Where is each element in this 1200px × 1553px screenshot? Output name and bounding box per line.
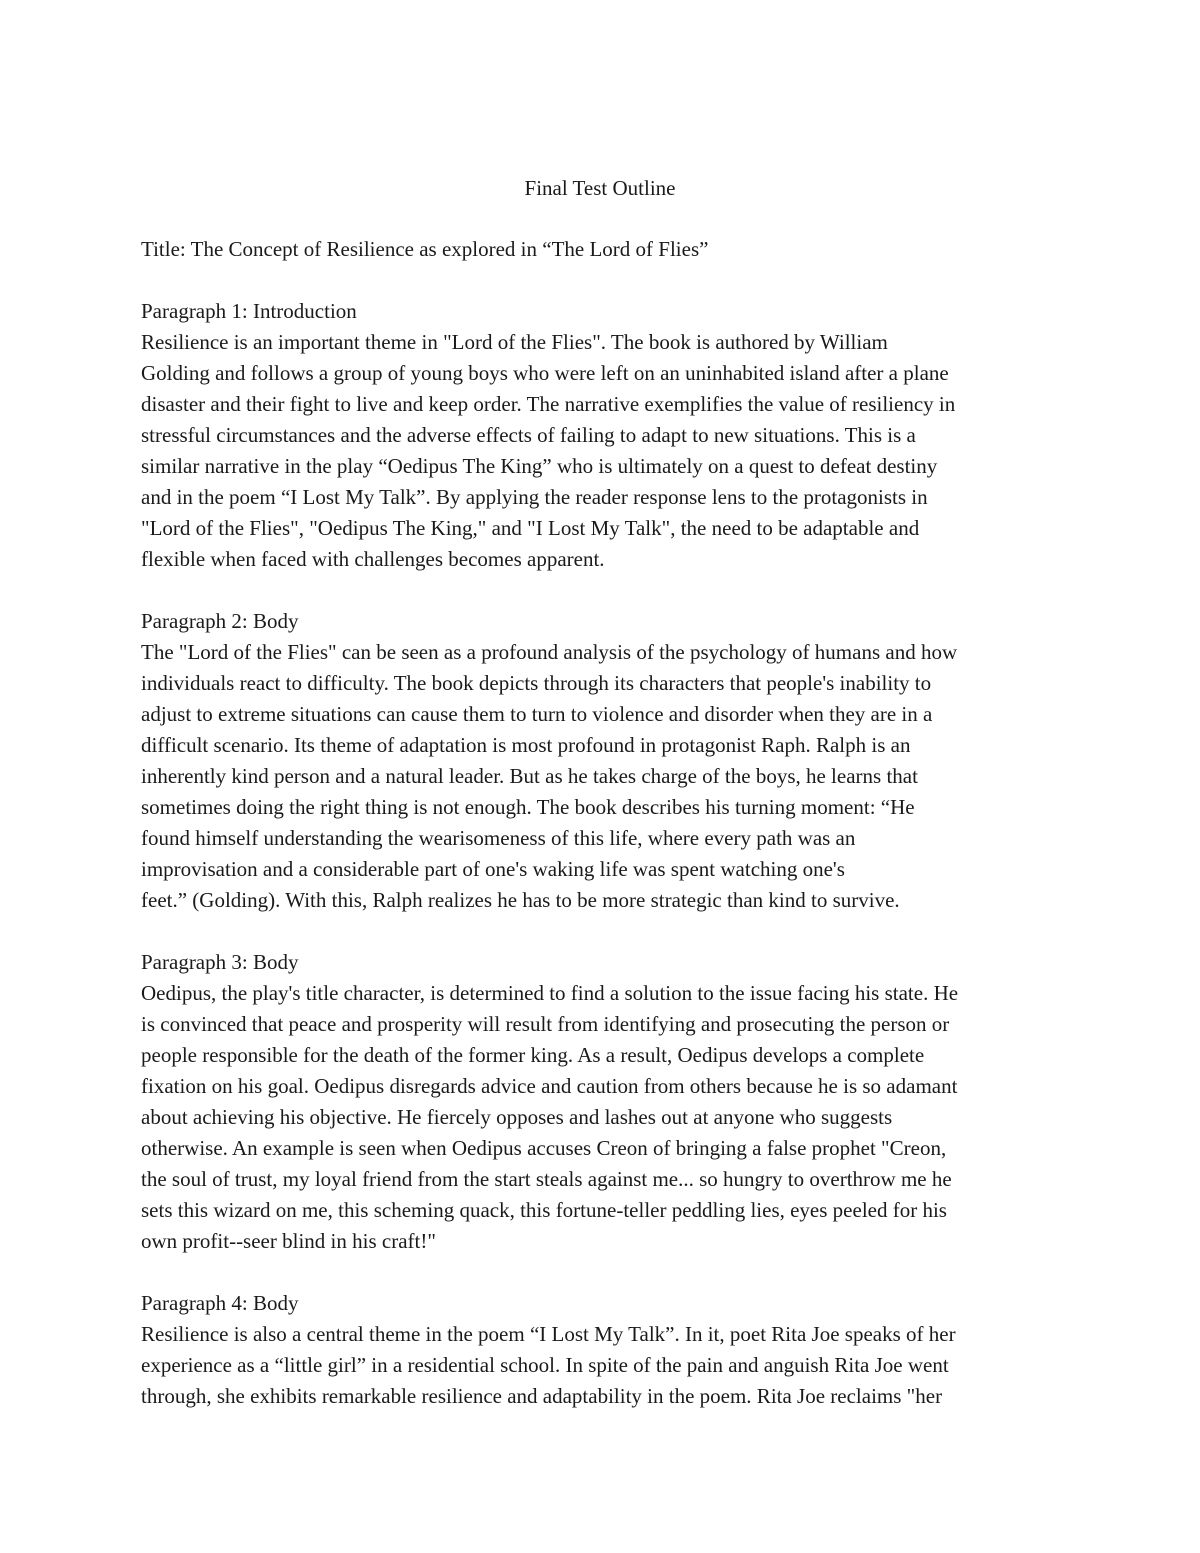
paragraph-2-line: The "Lord of the Flies" can be seen as a profound analysis of the psychology of humans and how <box>141 640 958 664</box>
paragraph-1-line: Resilience is an important theme in "Lord of the Flies". The book is authored by William <box>141 330 888 354</box>
paragraph-3-line: Oedipus, the play's title character, is determined to find a solution to the issue facing his state. He <box>141 981 959 1005</box>
paragraph-3-line: people responsible for the death of the former king. As a result, Oedipus develops a complete <box>141 1043 925 1067</box>
paragraph-1-line: and in the poem “I Lost My Talk”. By applying the reader response lens to the protagonists in <box>141 485 928 509</box>
paragraph-2-line: individuals react to difficulty. The book depicts through its characters that people's inability to <box>141 671 932 695</box>
document-title: Final Test Outline <box>524 176 676 200</box>
paragraph-3-line: otherwise. An example is seen when Oedipus accuses Creon of bringing a false prophet "Creon, <box>141 1136 947 1160</box>
paragraph-3-line: sets this wizard on me, this scheming quack, this fortune-teller peddling lies, eyes peeled for his <box>141 1198 947 1222</box>
paragraph-2-line: improvisation and a considerable part of one's waking life was spent watching one's <box>141 857 845 881</box>
paragraph-4-heading: Paragraph 4: Body <box>141 1291 299 1315</box>
paragraph-2-line: difficult scenario. Its theme of adaptation is most profound in protagonist Raph. Ralph is an <box>141 733 911 757</box>
paragraph-4-line: experience as a “little girl” in a residential school. In spite of the pain and anguish Rita Joe went <box>141 1353 949 1377</box>
paragraph-1-line: similar narrative in the play “Oedipus The King” who is ultimately on a quest to defeat destiny <box>141 454 938 478</box>
paragraph-4-line: through, she exhibits remarkable resilience and adaptability in the poem. Rita Joe reclaims "her <box>141 1384 943 1408</box>
paragraph-3-heading: Paragraph 3: Body <box>141 950 299 974</box>
paragraph-2-line: found himself understanding the wearisomeness of this life, where every path was an <box>141 826 856 850</box>
paragraph-1-line: disaster and their fight to live and keep order. The narrative exemplifies the value of resiliency in <box>141 392 956 416</box>
paragraph-1-line: "Lord of the Flies", "Oedipus The King," and "I Lost My Talk", the need to be adaptable and <box>141 516 920 540</box>
paragraph-3-line: about achieving his objective. He fiercely opposes and lashes out at anyone who suggests <box>141 1105 893 1129</box>
paragraph-1-heading: Paragraph 1: Introduction <box>141 299 357 323</box>
paragraph-2-line: inherently kind person and a natural leader. But as he takes charge of the boys, he learns that <box>141 764 918 788</box>
paragraph-2-line: feet.” (Golding). With this, Ralph realizes he has to be more strategic than kind to survive. <box>141 888 900 912</box>
paragraph-3-line: the soul of trust, my loyal friend from the start steals against me... so hungry to overthrow me he <box>141 1167 952 1191</box>
paragraph-2-heading: Paragraph 2: Body <box>141 609 299 633</box>
paragraph-2-line: adjust to extreme situations can cause them to turn to violence and disorder when they are in a <box>141 702 933 726</box>
essay-title-line: Title: The Concept of Resilience as explored in “The Lord of Flies” <box>141 237 709 261</box>
paragraph-1-line: flexible when faced with challenges becomes apparent. <box>141 547 605 571</box>
paragraph-2-line: sometimes doing the right thing is not enough. The book describes his turning moment: “He <box>141 795 915 819</box>
paragraph-3-line: own profit--seer blind in his craft!" <box>141 1229 436 1253</box>
paragraph-3-line: is convinced that peace and prosperity will result from identifying and prosecuting the person or <box>141 1012 950 1036</box>
paragraph-1-line: Golding and follows a group of young boys who were left on an uninhabited island after a plane <box>141 361 949 385</box>
paragraph-1-line: stressful circumstances and the adverse effects of failing to adapt to new situations. This is a <box>141 423 916 447</box>
paragraph-4-line: Resilience is also a central theme in the poem “I Lost My Talk”. In it, poet Rita Joe speaks of her <box>141 1322 956 1346</box>
paragraph-3-line: fixation on his goal. Oedipus disregards advice and caution from others because he is so adamant <box>141 1074 958 1098</box>
